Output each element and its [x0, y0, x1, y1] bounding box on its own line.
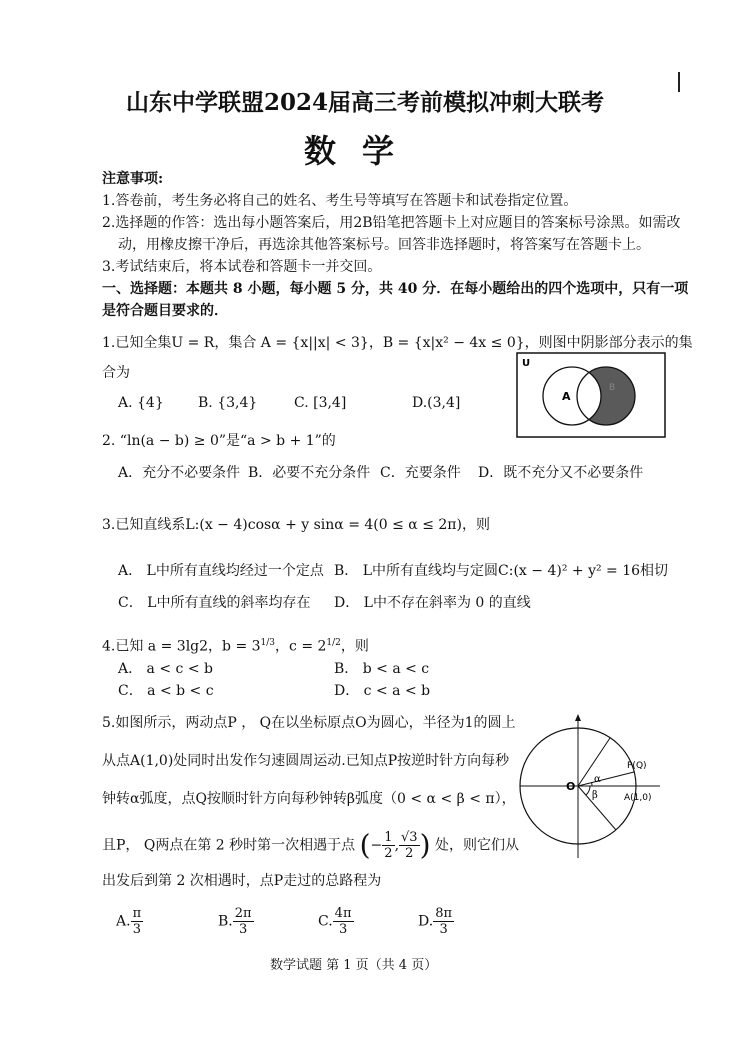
q4-c-exponent: 1/2: [326, 638, 341, 648]
q4-option-a: A． a < c < b: [118, 661, 213, 677]
q2-option-b: B．必要不充分条件: [248, 465, 371, 481]
q3-option-b: B． L中所有直线均与定圆C:(x − 4)² + y² = 16相切: [334, 563, 669, 579]
q3-option-c: C． L中所有直线的斜率均存在: [118, 595, 311, 611]
q5-point-x: $\frac{1}{2}$: [384, 830, 393, 861]
q1-option-d: D.(3,4]: [412, 395, 461, 411]
q1-stem-line1: 1.已知全集U = R，集合 A = {x||x| < 3}，B = {x|x² − 4x ≤ 0}，则图中阴影部分表示的集: [102, 335, 693, 351]
q5-line2: 从点A(1,0)处同时出发作匀速圆周运动.已知点P按逆时针方向每秒: [102, 753, 510, 769]
subject-title: 数学: [304, 132, 421, 170]
q4-option-b: B． b < a < c: [334, 661, 430, 677]
notice-item-2: 2.选择题的作答：选出每小题答案后，用2B铅笔把答题卡上对应题目的答案标号涂黑。如需改: [102, 215, 681, 231]
q4-stem: 4.已知 a = 3lg2，$b = 3^{1/3}$，$c = 2^{1/2}$，则: [102, 638, 369, 655]
q5-line4-prefix: 且P， Q两点在第 2 秒时第一次相遇于点: [102, 837, 356, 854]
venn-label-a: A: [562, 390, 571, 403]
q1-option-a: A. {4}: [118, 395, 164, 411]
unit-circle-figure: [512, 712, 662, 862]
notice-heading: 注意事项:: [102, 171, 164, 187]
q4-c-base: c = 2: [289, 638, 327, 655]
notice-item-2-cont: 动，用橡皮擦干净后，再选涂其他答案标号。回答非选择题时，将答案写在答题卡上。: [118, 237, 650, 253]
q5-line4-suffix: 处，则它们从: [434, 837, 519, 854]
q4-b-exponent: 1/3: [260, 638, 276, 648]
q4-stem-prefix: 4.已知 a = 3lg2，: [102, 638, 223, 655]
q4-option-d: D． c < a < b: [334, 683, 431, 699]
q5-line3: 钟转α弧度，点Q按顺时针方向每秒钟转β弧度（0 < α < β < π），: [102, 791, 516, 807]
label-pq: P(Q): [627, 761, 647, 771]
q2-option-a: A．充分不必要条件: [118, 465, 241, 481]
label-origin: O: [566, 780, 576, 793]
exam-title: 山东中学联盟2024届高三考前模拟冲刺大联考: [126, 89, 605, 116]
q5-line1: 5.如图所示，两动点P ， Q在以坐标原点O为圆心，半径为1的圆上: [102, 715, 516, 731]
q2-option-d: D．既不充分又不必要条件: [478, 465, 644, 481]
label-alpha: α: [594, 774, 601, 785]
q5-option-a: A. $\frac{\pi}{3}$: [116, 906, 142, 937]
venn-label-b: B: [609, 383, 616, 393]
q1-stem-line2: 合为: [102, 365, 130, 381]
notice-item-1: 1.答卷前，考生务必将自己的姓名、考生号等填写在答题卡和试卷指定位置。: [102, 193, 578, 209]
q4-b-base: b = 3: [222, 638, 261, 655]
section-heading-line2: 是符合题目要求的．: [102, 303, 228, 319]
venn-label-u: U: [522, 358, 531, 369]
venn-diagram: [516, 352, 666, 438]
q4-option-c: C． a < b < c: [118, 683, 214, 699]
section-heading-line1: 一、选择题：本题共 8 小题，每小题 5 分，共 40 分．在每小题给出的四个选项中，只有一项: [102, 281, 689, 297]
page-footer: 数学试题 第 1 页（共 4 页）: [270, 958, 438, 973]
q1-option-b: B. {3,4}: [198, 395, 258, 411]
label-beta: β: [592, 790, 598, 801]
q5-point-y: $\frac{√3}{2}$: [401, 830, 418, 861]
q5-option-c: C. $\frac{4\pi}{3}$: [318, 906, 352, 937]
q1-option-c: C. [3,4]: [294, 395, 347, 411]
q3-option-a: A． L中所有直线均经过一个定点: [118, 563, 324, 579]
notice-item-3: 3.考试结束后，将本试卷和答题卡一并交回。: [102, 259, 382, 275]
q4-stem-suffix: ，则: [340, 638, 369, 655]
q2-option-c: C．充要条件: [380, 465, 461, 481]
q3-stem: 3.已知直线系L:(x − 4)cosα + y sinα = 4(0 ≤ α ≤ 2π)，则: [102, 517, 490, 533]
y-axis-arrow-icon: [575, 714, 581, 721]
q2-stem: 2. “ln(a − b) ≥ 0”是“a > b + 1”的: [102, 433, 336, 449]
q3-option-d: D． L中不存在斜率为 0 的直线: [334, 595, 531, 611]
edge-mark: [678, 72, 680, 92]
beta-arc: [586, 786, 590, 795]
q5-line5: 出发后到第 2 次相遇时，点P走过的总路程为: [102, 873, 382, 889]
q5-line4: 且P， Q两点在第 2 秒时第一次相遇于点 (− $\frac{1}{2}$ , $\frac{√3}{2}$ ) 处，则它们从: [102, 828, 519, 862]
q5-option-d: D. $\frac{8\pi}{3}$: [418, 906, 453, 937]
q5-option-b: B. $\frac{2\pi}{3}$: [218, 906, 252, 937]
label-point-a: A(1,0): [624, 793, 652, 803]
